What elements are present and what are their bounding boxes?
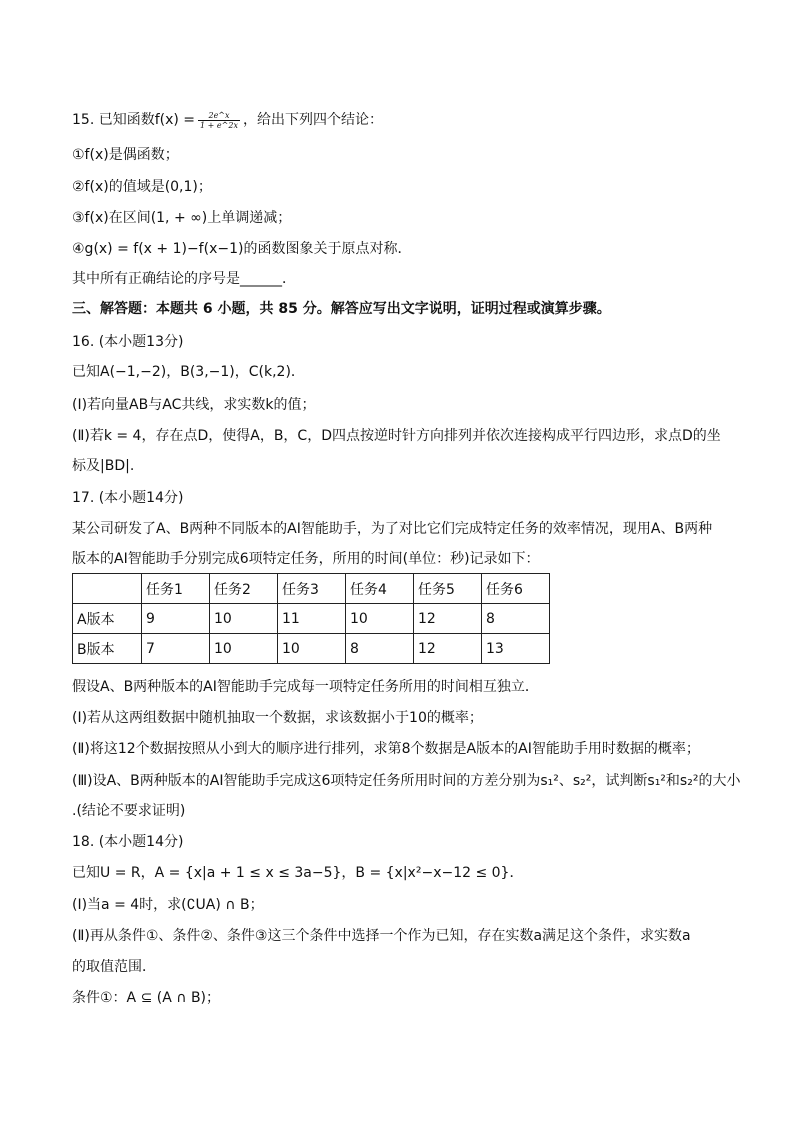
q18-given: 已知U = R，A = {x|a + 1 ≤ x ≤ 3a−5}，B = {x|x²−x−12 ≤ 0}． [72,865,524,881]
q17-part-3-line-1: (Ⅲ)设A、B两种版本的AI智能助手完成这6项特定任务所用时间的方差分别为s₁²、s₂²，试判断s₁²和s₂²的大小 [72,773,741,789]
q17-part-2: (Ⅱ)将这12个数据按照从小到大的顺序进行排列，求第8个数据是A版本的AI智能助手用时数据的概率； [72,741,700,757]
table-cell: 10 [346,604,414,634]
table-row [73,604,550,634]
table-cell: 8 [482,604,550,634]
q16-part-2-line-2: 标及|BD|. [72,458,135,474]
table-cell: 11 [278,604,346,634]
task-time-table [72,573,550,664]
table-cell: 9 [142,604,210,634]
q17-assumption: 假设A、B两种版本的AI智能助手完成每一项特定任务所用的时间相互独立． [72,679,539,695]
section-3-heading: 三、解答题：本题共 6 小题，共 85 分。解答应写出文字说明，证明过程或演算步骤。 [72,301,611,317]
q15-item-3: ③f(x)在区间(1, + ∞)上单调递减； [72,210,292,226]
table-header-cell [73,574,142,604]
q16-part-1: (Ⅰ)若向量AB与AC共线，求实数k的值； [72,397,316,413]
table-header-cell: 任务2 [210,574,278,604]
table-cell: 12 [414,634,482,664]
table-header-cell: 任务1 [142,574,210,604]
q15-intro [72,110,383,130]
q15-question: 其中所有正确结论的序号是______． [72,271,296,287]
q18-part-2-line-1: (Ⅱ)再从条件①、条件②、条件③这三个条件中选择一个作为已知，存在实数a满足这个条件，求实数a [72,928,691,944]
q18-part-2-line-2: 的取值范围． [72,959,156,975]
q15-item-2: ②f(x)的值域是(0,1)； [72,179,212,195]
table-cell: 7 [142,634,210,664]
q16-header: 16. (本小题13分) [72,334,184,350]
q15-fraction [198,111,240,130]
q16-part-2-line-1: (Ⅱ)若k = 4，存在点D，使得A，B，C，D四点按逆时针方向排列并依次连接构成平行四边形，求点D的坐 [72,428,721,444]
q15-fraction-denominator: 1 + e^2x [200,120,238,130]
table-header-cell: 任务4 [346,574,414,604]
table-cell: B版本 [73,634,142,664]
q15-item-1: ①f(x)是偶函数； [72,147,179,163]
q15-intro-tail: ，给出下列四个结论： [242,112,383,128]
q16-given: 已知A(−1,−2)，B(3,−1)，C(k,2)． [72,364,305,380]
table-cell: 12 [414,604,482,634]
q17-header: 17. (本小题14分) [72,490,184,506]
table-cell: 10 [210,634,278,664]
q15-item-4: ④g(x) = f(x + 1)−f(x−1)的函数图象关于原点对称． [72,241,412,257]
table-cell: A版本 [73,604,142,634]
q17-part-1: (Ⅰ)若从这两组数据中随机抽取一个数据，求该数据小于10的概率； [72,710,483,726]
table-cell: 10 [278,634,346,664]
table-cell: 13 [482,634,550,664]
table-header-cell: 任务3 [278,574,346,604]
table-header-row [73,574,550,604]
q15-fraction-numerator: 2e^x [198,111,240,121]
table-cell: 10 [210,604,278,634]
q17-part-3-line-2: .(结论不要求证明) [72,803,186,819]
q17-intro-line-2: 版本的AI智能助手分别完成6项特定任务，所用的时间(单位：秒)记录如下： [72,551,540,567]
table-header-cell: 任务5 [414,574,482,604]
q15-intro-text: 15. 已知函数f(x) = [72,112,196,128]
table-header-cell: 任务6 [482,574,550,604]
q18-condition-1: 条件①：A ⊆ (A ∩ B)； [72,990,221,1006]
table-row [73,634,550,664]
q18-header: 18. (本小题14分) [72,834,184,850]
q18-part-1: (Ⅰ)当a = 4时，求(∁UA) ∩ B； [72,897,264,913]
q17-intro-line-1: 某公司研发了A、B两种不同版本的AI智能助手，为了对比它们完成特定任务的效率情况，现用A、B两种 [72,521,713,537]
table-cell: 8 [346,634,414,664]
